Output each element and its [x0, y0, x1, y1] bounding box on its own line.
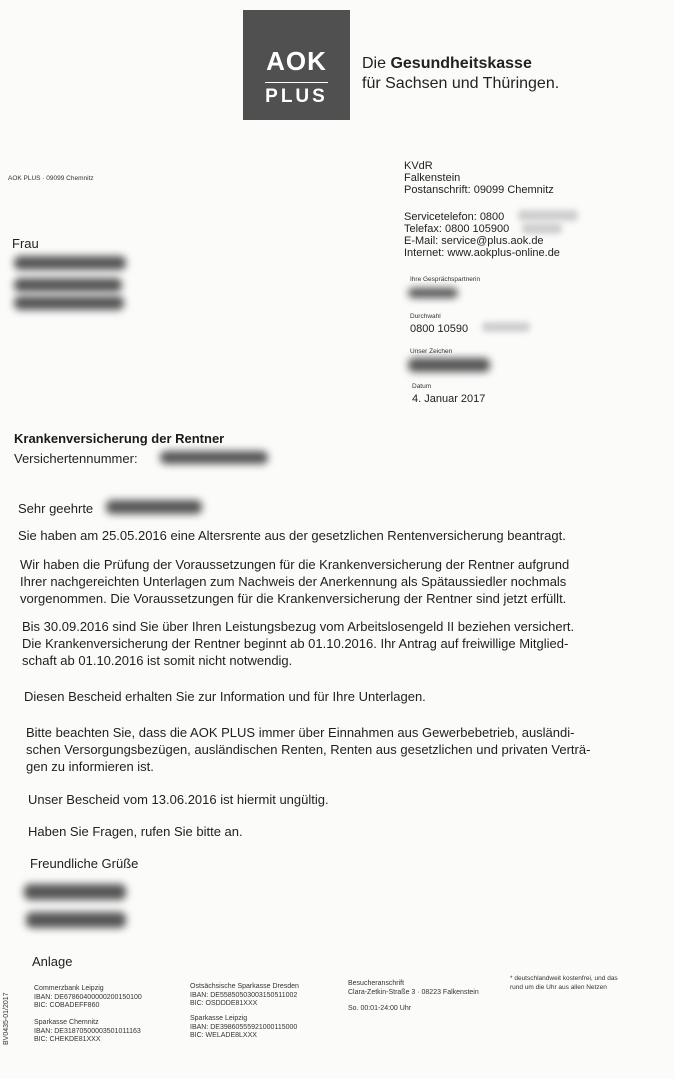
- redacted-contact-name: [408, 288, 458, 298]
- paragraph-6: Unser Bescheid vom 13.06.2016 ist hiermit ungültig.: [28, 792, 329, 807]
- info-email: E-Mail: service@plus.aok.de: [404, 235, 544, 247]
- bank-1-bic: BIC: COBADEFF860: [34, 1002, 100, 1009]
- contact-label: Ihre Gesprächspartnerin: [410, 276, 481, 283]
- logo-plus-text: PLUS: [265, 86, 328, 107]
- sender-line: AOK PLUS · 09099 Chemnitz: [8, 175, 94, 182]
- info-department: KVdR: [404, 160, 433, 172]
- bank-2-name: Sparkasse Chemnitz: [34, 1019, 99, 1026]
- visitor-label: Besucheranschrift: [348, 980, 405, 987]
- visitor-address: Clara-Zetkin-Straße 3 · 08223 Falkenstein: [348, 988, 479, 996]
- opening-hours: So. 00:01-24:00 Uhr: [348, 1005, 412, 1012]
- redacted-insured-number: [160, 451, 268, 464]
- attachment-label: Anlage: [32, 954, 73, 969]
- redacted-reference: [408, 358, 490, 372]
- redacted-recipient-surname: [106, 500, 202, 514]
- paragraph-3-line-2: Die Krankenversicherung der Rentner beginnt ab 01.10.2016. Ihr Antrag auf freiwillige Mitglied-: [22, 636, 569, 651]
- insured-number-label: Versichertennummer:: [14, 451, 138, 466]
- bank-4-bic: BIC: WELADE8LXXX: [190, 1032, 257, 1039]
- paragraph-1: Sie haben am 25.05.2016 eine Altersrente aus der gesetzlichen Rentenversicherung beantragt.: [18, 528, 566, 543]
- paragraph-4: Diesen Bescheid erhalten Sie zur Information und für Ihre Unterlagen.: [24, 689, 426, 704]
- bank-3-bic: BIC: OSDDDE81XXX: [190, 1000, 258, 1007]
- logo-divider: [265, 82, 328, 83]
- info-phone: Servicetelefon: 0800: [404, 211, 505, 223]
- redacted-signature-2: [26, 912, 126, 928]
- footer-bank-3: [190, 983, 299, 1009]
- subject-title: Krankenversicherung der Rentner: [14, 431, 225, 446]
- redacted-recipient-street: [14, 278, 122, 292]
- bank-1-iban: IBAN: DE67860400000200150100: [34, 993, 142, 1001]
- paragraph-5-line-1: Bitte beachten Sie, dass die AOK PLUS immer über Einnahmen aus Gewerbebetrieb, ausländi-: [26, 725, 575, 740]
- bank-2-iban: IBAN: DE31870500003501011163: [34, 1027, 141, 1035]
- redacted-signature-1: [24, 884, 126, 900]
- footer-bank-4: [190, 1015, 297, 1041]
- paragraph-3-line-3: schaft ab 01.10.2016 ist somit nicht notwendig.: [22, 653, 293, 668]
- paragraph-2-line-2: Ihrer nachgereichten Unterlagen zum Nachweis der Anerkennung als Spätaussiedler nochmals: [20, 574, 567, 589]
- info-postal-address: Postanschrift: 09099 Chemnitz: [404, 184, 554, 196]
- logo-aok-text: AOK: [266, 46, 327, 76]
- bank-1-name: Commerzbank Leipzig: [34, 985, 104, 992]
- date-value: 4. Januar 2017: [412, 393, 486, 405]
- paragraph-5-line-3: gen zu informieren ist.: [26, 759, 154, 774]
- reference-label: Unser Zeichen: [410, 348, 453, 355]
- paragraph-2-line-3: vorgenommen. Die Voraussetzungen für die Krankenversicherung der Rentner sind jetzt erfüllt.: [20, 591, 567, 606]
- info-location: Falkenstein: [404, 172, 461, 184]
- paragraph-2-line-1: Wir haben die Prüfung der Voraussetzungen für die Krankenversicherung der Rentner aufgrund: [20, 557, 570, 572]
- redacted-fax-suffix: [522, 223, 562, 234]
- redacted-phone-suffix: [518, 210, 578, 221]
- tagline: [362, 54, 559, 94]
- footer-bank-1: [34, 985, 142, 1011]
- note-line-2: rund um die Uhr aus allen Netzen: [510, 983, 607, 991]
- date-label: Datum: [412, 383, 432, 390]
- info-internet: Internet: www.aokplus-online.de: [404, 247, 560, 259]
- note-line-1: * deutschlandweit kostenfrei, und das: [510, 975, 618, 982]
- redacted-direct-dial-suffix: [482, 322, 530, 332]
- form-code: BV0435-01/2017: [3, 992, 10, 1045]
- greeting: Sehr geehrte: [18, 501, 94, 516]
- tagline-bold: Gesundheitskasse: [390, 55, 532, 72]
- paragraph-5-line-2: schen Versorgungsbezügen, ausländischen Renten, Renten aus gesetzlichen und privaten Verträ-: [26, 742, 591, 757]
- paragraph-3-line-1: Bis 30.09.2016 sind Sie über Ihren Leistungsbezug vom Arbeitslosengeld II beziehen versichert.: [22, 619, 575, 634]
- footer-bank-2: [34, 1019, 141, 1045]
- redacted-recipient-name: [14, 256, 126, 270]
- bank-3-iban: IBAN: DE55850503003150511002: [190, 991, 298, 999]
- redacted-recipient-city: [14, 296, 124, 310]
- aok-plus-logo: [243, 10, 350, 120]
- direct-dial-value: 0800 10590: [410, 323, 469, 335]
- paragraph-7: Haben Sie Fragen, rufen Sie bitte an.: [28, 824, 243, 839]
- direct-dial-label: Durchwahl: [410, 313, 441, 320]
- tagline-line2: für Sachsen und Thüringen.: [362, 75, 560, 92]
- footer-visitor-address: [348, 980, 479, 1014]
- info-fax: Telefax: 0800 105900: [404, 223, 510, 235]
- recipient-title: Frau: [12, 236, 39, 251]
- bank-3-name: Ostsächsische Sparkasse Dresden: [190, 983, 299, 990]
- bank-2-bic: BIC: CHEKDE81XXX: [34, 1036, 101, 1043]
- closing: Freundliche Grüße: [30, 856, 139, 871]
- bank-4-name: Sparkasse Leipzig: [190, 1015, 248, 1022]
- tagline-prefix: Die: [362, 55, 391, 72]
- bank-4-iban: IBAN: DE39860555921000115000: [190, 1023, 298, 1031]
- footer-note: [510, 975, 618, 992]
